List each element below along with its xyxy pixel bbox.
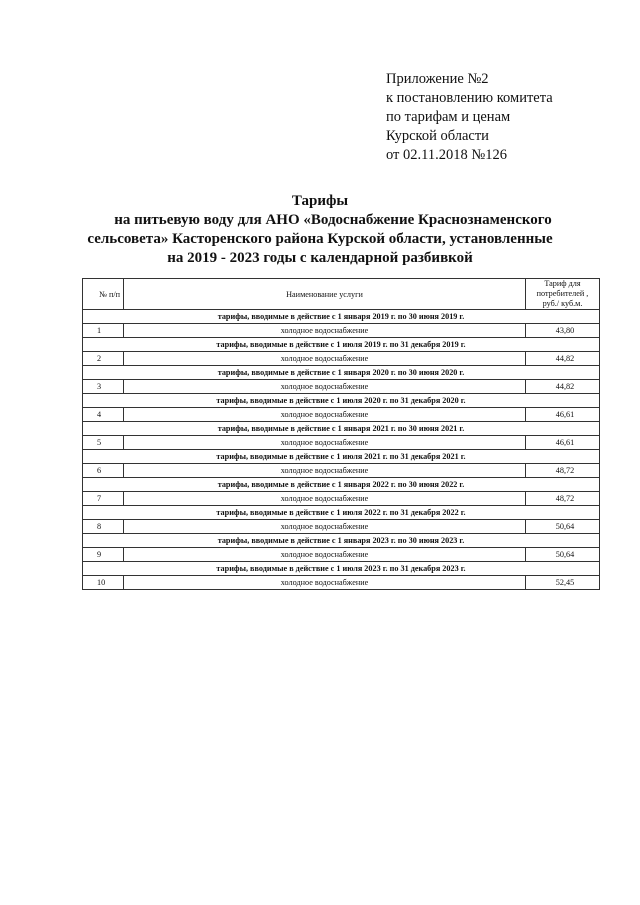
period-row [83,450,600,464]
appendix-line: к постановлению комитета [386,90,553,106]
row-num: 8 [83,520,124,534]
row-service: холодное водоснабжение [124,520,526,534]
row-num: 5 [83,436,124,450]
row-tariff: 44,82 [526,380,600,394]
period-row [83,338,600,352]
row-tariff: 52,45 [526,576,600,590]
period-label: тарифы, вводимые в действие с 1 июля 2022 г. по 31 декабря 2022 г. [83,506,600,520]
appendix-block [386,70,553,165]
row-tariff: 48,72 [526,492,600,506]
period-label: тарифы, вводимые в действие с 1 января 2019 г. по 30 июня 2019 г. [83,310,600,324]
header-num: № п/п [83,279,124,310]
period-label: тарифы, вводимые в действие с 1 января 2023 г. по 30 июня 2023 г. [83,534,600,548]
row-service: холодное водоснабжение [124,352,526,366]
row-service: холодное водоснабжение [124,324,526,338]
row-service: холодное водоснабжение [124,408,526,422]
period-label: тарифы, вводимые в действие с 1 июля 2023 г. по 31 декабря 2023 г. [83,562,600,576]
period-row [83,310,600,324]
appendix-line: по тарифам и ценам [386,109,511,125]
row-num: 1 [83,324,124,338]
table-row [83,520,600,534]
appendix-line: от 02.11.2018 №126 [386,147,507,163]
table-row [83,436,600,450]
table-row [83,324,600,338]
table-row [83,464,600,478]
appendix-line: Курской области [386,128,489,144]
table-row [83,548,600,562]
row-num: 9 [83,548,124,562]
period-label: тарифы, вводимые в действие с 1 июля 2019 г. по 31 декабря 2019 г. [83,338,600,352]
title-line: на 2019 - 2023 годы с календарной разбивкой [167,250,473,266]
period-label: тарифы, вводимые в действие с 1 июля 2020 г. по 31 декабря 2020 г. [83,394,600,408]
title-line: сельсовета» Касторенского района Курской области, установленные [87,231,553,247]
row-service: холодное водоснабжение [124,380,526,394]
row-num: 4 [83,408,124,422]
row-service: холодное водоснабжение [124,548,526,562]
title-line: на питьевую воду для АНО «Водоснабжение Краснознаменского [114,212,552,228]
title-heading: Тарифы [291,193,349,209]
period-label: тарифы, вводимые в действие с 1 января 2020 г. по 30 июня 2020 г. [83,366,600,380]
table-row [83,380,600,394]
table-row [83,492,600,506]
table-header-row [83,279,600,310]
row-service: холодное водоснабжение [124,464,526,478]
row-tariff: 46,61 [526,436,600,450]
header-tariff: Тариф для потребителей , руб./ куб.м. [526,279,600,310]
row-service: холодное водоснабжение [124,576,526,590]
period-row [83,394,600,408]
document-title [60,192,580,268]
tariffs-table [82,278,600,590]
period-label: тарифы, вводимые в действие с 1 января 2022 г. по 30 июня 2022 г. [83,478,600,492]
period-row [83,562,600,576]
period-row [83,534,600,548]
row-tariff: 50,64 [526,548,600,562]
table-row [83,408,600,422]
table-body [83,310,600,590]
period-label: тарифы, вводимые в действие с 1 января 2021 г. по 30 июня 2021 г. [83,422,600,436]
period-row [83,366,600,380]
row-tariff: 43,80 [526,324,600,338]
row-num: 10 [83,576,124,590]
row-num: 7 [83,492,124,506]
table-row [83,576,600,590]
period-row [83,506,600,520]
period-row [83,422,600,436]
row-tariff: 50,64 [526,520,600,534]
row-tariff: 48,72 [526,464,600,478]
header-service: Наименование услуги [124,279,526,310]
appendix-line: Приложение №2 [386,71,489,87]
row-num: 6 [83,464,124,478]
row-service: холодное водоснабжение [124,492,526,506]
period-label: тарифы, вводимые в действие с 1 июля 2021 г. по 31 декабря 2021 г. [83,450,600,464]
row-tariff: 46,61 [526,408,600,422]
table-row [83,352,600,366]
period-row [83,478,600,492]
row-service: холодное водоснабжение [124,436,526,450]
row-num: 2 [83,352,124,366]
row-num: 3 [83,380,124,394]
row-tariff: 44,82 [526,352,600,366]
